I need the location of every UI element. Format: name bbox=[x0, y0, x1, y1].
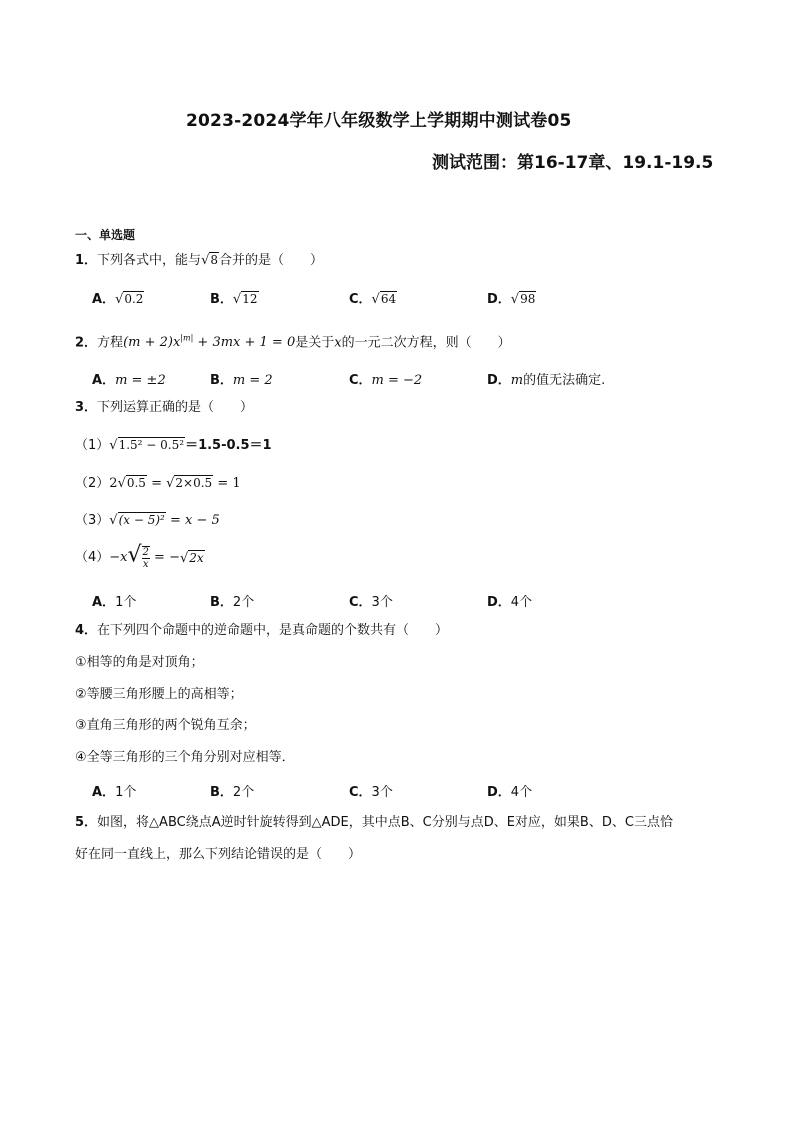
question-number: 5． bbox=[75, 815, 98, 830]
option-c: C．3个 bbox=[349, 785, 393, 800]
question-text: 合并的是（ ） bbox=[219, 253, 324, 268]
question-text: 如图，将△ABC绕点A逆时针旋转得到△ADE，其中点B、C分别与点D、E对应，如果B、D、C三点恰 bbox=[97, 815, 673, 830]
question-text: 的一元二次方程，则（ ） bbox=[341, 335, 511, 351]
proposition-4: ④全等三角形的三个角分别对应相等． bbox=[75, 750, 295, 765]
option-c: C．√64 bbox=[349, 292, 397, 307]
page-subtitle: 测试范围：第16-17章、19.1-19.5 bbox=[432, 153, 714, 173]
question-number: 2． bbox=[75, 335, 98, 351]
option-c: C．3个 bbox=[349, 595, 393, 610]
option-b: B．√12 bbox=[210, 292, 258, 307]
option-b: B．2个 bbox=[210, 595, 255, 610]
page-title: 2023-2024学年八年级数学上学期期中测试卷05 bbox=[186, 111, 572, 131]
proposition-3: ③直角三角形的两个锐角互余； bbox=[75, 718, 256, 733]
question-text: 下列各式中，能与 bbox=[97, 253, 202, 268]
option-d: D．√98 bbox=[487, 292, 536, 307]
option-a: A．√0.2 bbox=[92, 292, 144, 307]
sqrt-expression: √8 bbox=[201, 253, 218, 268]
question-3 bbox=[75, 400, 253, 416]
option-b: B．2个 bbox=[210, 785, 255, 800]
statement-1: （1）√1.5² − 0.5²＝1.5-0.5＝1 bbox=[75, 438, 272, 453]
question-text: 是关于 bbox=[295, 335, 335, 351]
option-a: A．1个 bbox=[92, 785, 137, 800]
proposition-1: ①相等的角是对顶角； bbox=[75, 655, 204, 670]
section-heading: 一、单选题 bbox=[75, 228, 136, 242]
option-a: A．1个 bbox=[92, 595, 137, 610]
option-a: A．m = ±2 bbox=[92, 373, 166, 388]
option-c: C．m = −2 bbox=[349, 373, 423, 388]
question-text: 下列运算正确的是（ ） bbox=[97, 400, 254, 415]
option-d: D．4个 bbox=[487, 595, 533, 610]
question-5-line2: 好在同一直线上，那么下列结论错误的是（ ） bbox=[75, 847, 362, 862]
equation: $(m + 2)x^{|m|} + 3mx + 1 = 0$ bbox=[123, 334, 296, 351]
question-4 bbox=[75, 623, 448, 639]
statement-4: （4）−x√ $\frac{2}{x} = -√2x$ bbox=[75, 542, 204, 570]
statement-3: （3）√(x − 5)² = x − 5 bbox=[75, 513, 220, 528]
option-b: B．m = 2 bbox=[210, 373, 273, 388]
question-1 bbox=[75, 252, 323, 269]
proposition-2: ②等腰三角形腰上的高相等； bbox=[75, 687, 243, 702]
option-d: D．4个 bbox=[487, 785, 533, 800]
question-number: 1． bbox=[75, 253, 98, 268]
question-text: 在下列四个命题中的逆命题中，是真命题的个数共有（ ） bbox=[97, 623, 449, 638]
option-d: D．m的值无法确定. bbox=[487, 373, 606, 388]
question-2: 2．方程$(m + 2)x^{|m|} + 3mx + 1 = 0$是关于x的一元二次方程，则（ ） bbox=[75, 334, 511, 351]
question-text: 方程 bbox=[97, 335, 124, 351]
question-number: 3． bbox=[75, 400, 98, 415]
statement-2: （2）2√0.5 = √2×0.5 = 1 bbox=[75, 476, 241, 491]
question-5 bbox=[75, 815, 673, 831]
question-number: 4． bbox=[75, 623, 98, 638]
